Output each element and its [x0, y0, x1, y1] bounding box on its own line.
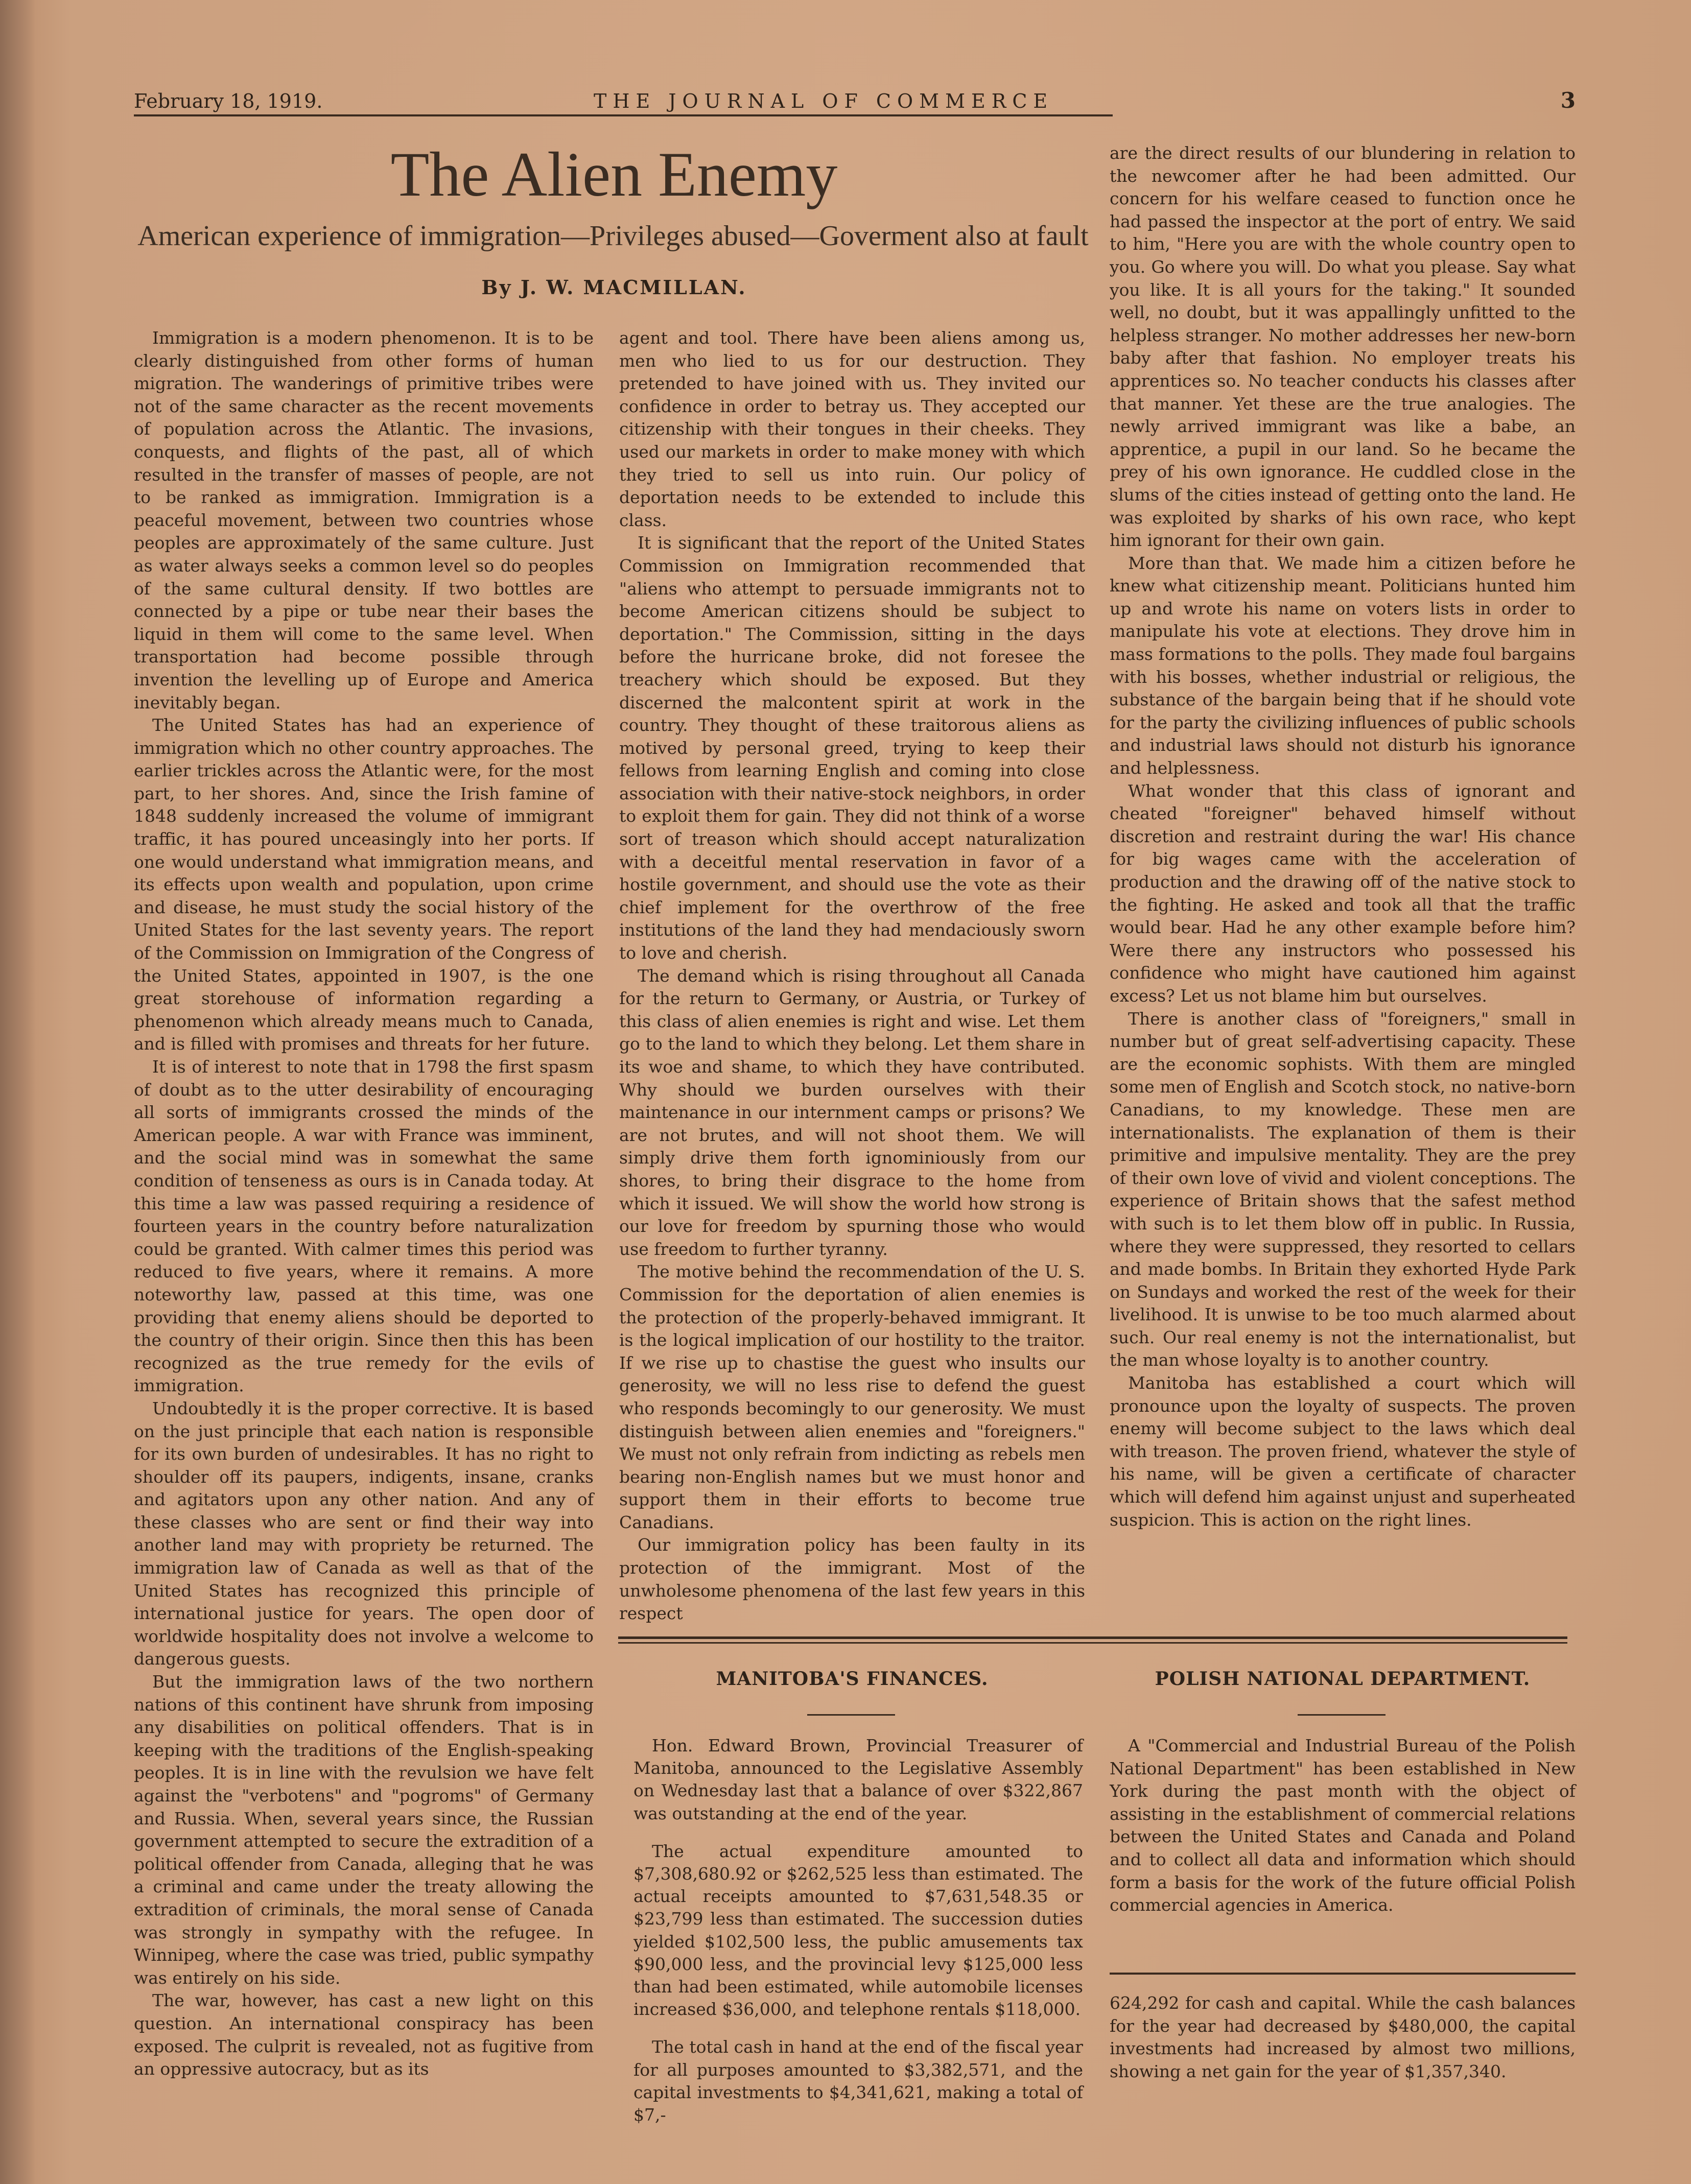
- polish-article: [1110, 1735, 1576, 1917]
- paragraph: The total cash in hand at the end of the fiscal year for all purposes amounted to $3,382,571, and the capital investments to $4,341,621, making a total of $7,-: [633, 2037, 1083, 2125]
- page-spine-shadow: [0, 0, 36, 2184]
- paragraph: The motive behind the recommendation of the U. S. Commission for the deportation of alien enemies is the protection of the properly-behaved immigrant. It is the logical implication of our hostility to the traitor. If we rise up to chastise the guest who insults our generosity, we will no less rise to defend the guest who responds becomingly to our generosity. We must distinguish between alien enemies and "foreigners." We must not only refrain from indicting as rebels men bearing non-English names but we must honor and support them in their efforts to become true Canadians.: [619, 1262, 1085, 1532]
- issue-date: February 18, 1919.: [134, 90, 323, 112]
- article-column-1: [134, 327, 594, 2081]
- article-title: The Alien Enemy: [390, 139, 838, 209]
- paragraph: A "Commercial and Industrial Bureau of the Polish National Department" has been established in New York during the past month with the object of assisting in the establishment of commercial relations between the United States and Canada and Poland and to collect all data and information which should form a basis for the work of the future official Polish commercial agencies in America.: [1110, 1736, 1576, 1915]
- article-byline: By J. W. MACMILLAN.: [481, 276, 747, 299]
- manitoba-heading: MANITOBA'S FINANCES.: [716, 1668, 989, 1690]
- article-column-2: [619, 327, 1085, 1625]
- paragraph: The demand which is rising throughout all Canada for the return to Germany, or Austria, or Turkey of this class of alien enemies is right and wise. Let them go to the land to which they belong. Let them share in its woe and shame, to which they have contributed. Why should we burden ourselves with their maintenance in our internment camps or prisons? We are not brutes, and will not shoot them. We will simply drive them forth ignominiously from our shores, to bring their disgrace to the home from which it issued. We will show the world how strong is our love for freedom by spurning those who would use freedom to further tyranny.: [619, 965, 1085, 1259]
- manitoba-continuation: [1110, 1992, 1576, 2083]
- paragraph: The actual expenditure amounted to $7,308,680.92 or $262,525 less than estimated. The actual receipts amounted to $7,631,548.35 or $23,799 less than estimated. The succession duties yielded $102,500 less, the public amusements tax $90,000 less, and the provincial levy $125,000 less than had been estimated, while automobile licenses increased $36,000, and telephone rentals $118,000.: [633, 1841, 1083, 2020]
- paragraph: But the immigration laws of the two northern nations of this continent have shrunk from imposing any disabilities on political offenders. That is in keeping with the traditions of the English-speaking peoples. It is in line with the revulsion we have felt against the "verbotens" and "pogroms" of Germany and Russia. When, several years since, the Russian government attempted to secure the extradition of a political offender from Canada, alleging that he was a criminal and came under the treaty allowing the extradition of criminals, the moral sense of Canada was strongly in sympathy with the refugee. In Winnipeg, where the case was tried, public sympathy was entirely on his side.: [134, 1672, 594, 1988]
- paragraph: It is significant that the report of the United States Commission on Immigration recommended that "aliens who attempt to persuade immigrants not to become American citizens should be subject to deportation." The Commission, sitting in the days before the hurricane broke, did not foresee the treachery which should be exposed. But they discerned the malcontent spirit at work in the country. They thought of these traitorous aliens as motived by personal greed, trying to keep their fellows from learning English and coming into close association with their native-stock neighbors, in order to exploit them for gain. They did not think of a worse sort of treason which should accept naturalization with a deceitful mental reservation in favor of a hostile government, and should use the vote as their chief implement for the overthrow of the free institutions of the land they had mendaciously sworn to love and cherish.: [619, 533, 1085, 963]
- manitoba-article: [633, 1735, 1083, 2142]
- paragraph: agent and tool. There have been aliens among us, men who lied to us for our destruction. They pretended to have joined with us. They invited our confidence in order to betray us. They accepted our citizenship with their tongues in their cheeks. They used our markets in order to make money with which they tried to sell us into ruin. Our policy of deportation needs to be extended to include this class.: [619, 328, 1085, 530]
- page-header: [134, 86, 1576, 116]
- paragraph: It is of interest to note that in 1798 the first spasm of doubt as to the utter desirability of encouraging all sorts of immigrants crossed the minds of the American people. A war with France was imminent, and the social mind was in somewhat the same condition of tenseness as ours is in Canada today. At this time a law was passed requiring a residence of fourteen years in the country before naturalization could be granted. With calmer times this period was reduced to five years, where it remains. A more noteworthy law, passed at this time, was one providing that enemy aliens should be deported to the country of their origin. Since then this has been recognized as the true remedy for the evils of immigration.: [134, 1057, 594, 1396]
- paragraph: Hon. Edward Brown, Provincial Treasurer of Manitoba, announced to the Legislative Assembly on Wednesday last that a balance of over $322,867 was outstanding at the end of the year.: [633, 1736, 1083, 1823]
- article-subtitle: American experience of immigration—Privileges abused—Goverment also at fault: [137, 220, 1089, 252]
- polish-heading: POLISH NATIONAL DEPARTMENT.: [1155, 1668, 1531, 1690]
- article-column-3: [1110, 142, 1576, 1531]
- paragraph: More than that. We made him a citizen before he knew what citizenship meant. Politicians hunted him up and wrote his name on voters lists in order to manipulate his vote at elections. They drove him in mass formations to the polls. They made foul bargains with his bosses, whether industrial or religious, the substance of the bargain being that if he should vote for the party the civilizing influences of public schools and industrial laws should not disturb his ignorance and helplessness.: [1110, 553, 1576, 778]
- paragraph: Our immigration policy has been faulty in its protection of the immigrant. Most of the unwholesome phenomena of the last few years in this respect: [619, 1535, 1085, 1624]
- paragraph: Manitoba has established a court which will pronounce upon the loyalty of suspects. The proven enemy will become subject to the laws which deal with treason. The proven friend, whatever the style of his name, will be given a certificate of character which will defend him against unjust and superheated suspicion. This is action on the right lines.: [1110, 1373, 1576, 1530]
- polish-end-rule: [1110, 1973, 1576, 1975]
- manitoba-heading-rule: [807, 1714, 895, 1716]
- section-double-rule: [618, 1636, 1567, 1644]
- paragraph: There is another class of "foreigners," small in number but of great self-advertising capacity. These are the economic sophists. With them are mingled some men of English and Scotch stock, no native-born Canadians, to my knowledge. These men are internationalists. The explanation of them is their primitive and impulsive mentality. They are the prey of their own love of vivid and violent conceptions. The experience of Britain shows that the safest method with such is to let them blow off in public. In Russia, where they were suppressed, they resorted to cellars and made bombs. In Britain they exhorted Hyde Park on Sundays and worked the rest of the week for their livelihood. It is unwise to be too much alarmed about such. Our real enemy is not the internationalist, but the man whose loyalty is to another country.: [1110, 1008, 1576, 1370]
- paragraph: Undoubtedly it is the proper corrective. It is based on the just principle that each nation is responsible for its own burden of undesirables. It has no right to shoulder off its paupers, indigents, insane, cranks and agitators upon any other nation. And any of these classes who are sent or find their way into another land may with propriety be returned. The immigration law of Canada as well as that of the United States has recognized this principle of international justice for years. The open door of worldwide hospitality does not involve a welcome to dangerous guests.: [134, 1398, 594, 1669]
- paragraph: What wonder that this class of ignorant and cheated "foreigner" behaved himself without discretion and restraint during the war! His chance for big wages came with the acceleration of production and the drawing off of the native stock to the fighting. He asked and took all that the traffic would bear. Had he any other example before him? Were there any instructors who possessed his confidence who might have cautioned him against excess? Let us not blame him but ourselves.: [1110, 780, 1576, 1006]
- paragraph: 624,292 for cash and capital. While the cash balances for the year had decreased by $480,000, the capital investments had increased by almost two millions, showing a net gain for the year of $1,357,340.: [1110, 1993, 1576, 2081]
- page-number: 3: [1560, 88, 1576, 113]
- header-rule: [134, 114, 1113, 116]
- paragraph: Immigration is a modern phenomenon. It is to be clearly distinguished from other forms of human migration. The wanderings of primitive tribes were not of the same character as the recent movements of population across the Atlantic. The invasions, conquests, and flights of the past, all of which resulted in the transfer of masses of people, are not to be ranked as immigration. Immigration is a peaceful movement, between two countries whose peoples are approximately of the same culture. Just as water always seeks a common level so do peoples of the same cultural density. If two bottles are connected by a pipe or tube near their bases the liquid in them will come to the same level. When transportation had become possible through invention the levelling up of Europe and America inevitably began.: [134, 328, 594, 713]
- paragraph: are the direct results of our blundering in relation to the newcomer after he had been admitted. Our concern for his welfare ceased to function once he had passed the inspector at the port of entry. We said to him, "Here you are with the whole country open to you. Go where you will. Do what you please. Say what you like. It is all yours for the taking." It sounded well, no doubt, but it was appallingly unfitted to the helpless stranger. No mother addresses her new-born baby after that fashion. No employer treats his apprentices so. No teacher conducts his classes after that manner. Yet these are the true analogies. The newly arrived immigrant was like a babe, an apprentice, a pupil in our land. So he became the prey of his own ignorance. He cuddled close in the slums of the cities instead of getting onto the land. He was exploited by sharks of his own race, who kept him ignorant for their own gain.: [1110, 143, 1576, 551]
- journal-name: THE JOURNAL OF COMMERCE: [594, 90, 1054, 112]
- polish-heading-rule: [1298, 1714, 1385, 1716]
- paragraph: The United States has had an experience of immigration which no other country approaches. The earlier trickles across the Atlantic were, for the most part, to her shores. And, since the Irish famine of 1848 suddenly increased the volume of immigrant traffic, it has poured unceasingly into her ports. If one would understand what immigration means, and its effects upon wealth and population, upon crime and disease, he must study the social history of the United States for the last seventy years. The report of the Commission on Immigration of the Congress of the United States, appointed in 1907, is the one great storehouse of information regarding a phenomenon which already means much to Canada, and is filled with promises and threats for her future.: [134, 715, 594, 1054]
- paragraph: The war, however, has cast a new light on this question. An international conspiracy has been exposed. The culprit is revealed, not as fugitive from an oppressive autocracy, but as its: [134, 1990, 594, 2079]
